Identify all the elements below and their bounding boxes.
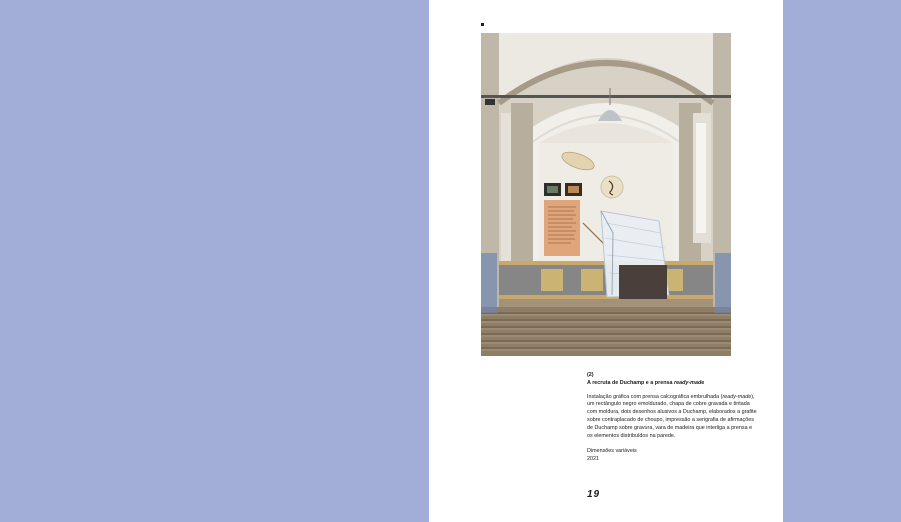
- caption-title: [587, 380, 757, 388]
- caption-year: 2021: [587, 456, 599, 463]
- caption-title-main: A recruta de Duchamp e a prensa: [587, 379, 674, 386]
- caption-description-part1: Instalação gráfica com prensa calcográfica embrulhada (: [587, 393, 723, 400]
- caption-number: (2): [587, 372, 594, 378]
- caption-title-italic: ready-made: [673, 379, 705, 386]
- caption-description-part2: ), um rectângulo negro emoldurado, chapa de cobre gravada e tintada com moldura, dois desenhos alusivos a Duchamp, elaborados a grafite sobre contraplacado de choupo, impressão a serigrafia de afirmações de Duchamp sobre gravura, vara de madeira que interliga a prensa e os elementos distribuídos na parede.: [587, 393, 757, 439]
- caption-description-italic: ready-made: [722, 393, 752, 400]
- page-number: 19: [587, 489, 601, 500]
- installation-photo: [481, 33, 731, 356]
- caption-dimensions: Dimensões variáveis: [587, 448, 637, 455]
- caption-description: [587, 394, 757, 441]
- corner-mark: [481, 23, 484, 26]
- figure-caption: [587, 372, 757, 464]
- document-page: [429, 0, 783, 522]
